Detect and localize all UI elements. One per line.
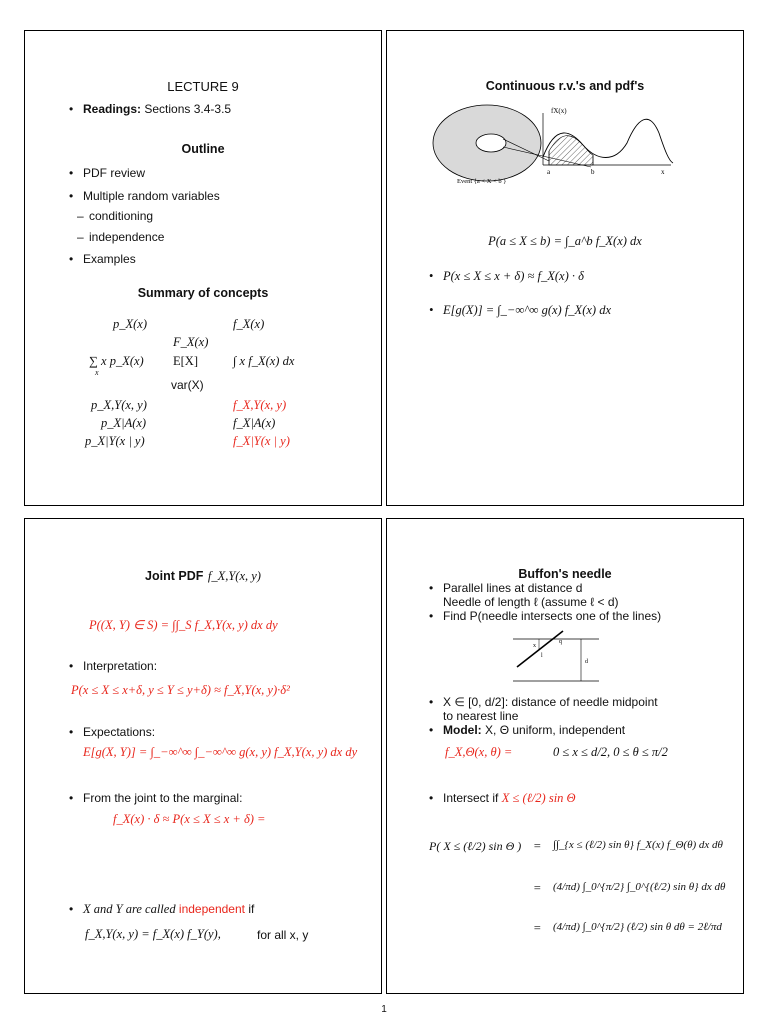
event-ellipse (476, 134, 506, 152)
summary-discrete-mean: ∑ x p_X(x) (89, 354, 144, 368)
distance-label: d (585, 659, 588, 665)
needle-length-line: Needle of length ℓ (assume ℓ < d) (443, 595, 619, 609)
summary-expectation: E[X] (173, 354, 198, 368)
intersect-bullet (443, 791, 576, 806)
joint-pdf-title-math: f_X,Y(x, y) (207, 569, 261, 583)
needle (517, 631, 563, 667)
summary-variance: var(X) (171, 378, 204, 392)
outline-item-independence: – independence (89, 230, 164, 244)
expectations-eq: E[g(X, Y)] = ∫_−∞^∞ ∫_−∞^∞ g(x, y) f_X,Y(x, y) dx dy (83, 745, 358, 759)
slide-continuous-rv (386, 30, 744, 506)
model-density-support: 0 ≤ x ≤ d/2, 0 ≤ θ ≤ π/2 (553, 745, 668, 759)
pdf-figure (431, 103, 681, 187)
slide-lecture-9 (24, 30, 382, 506)
summary-joint-pmf: p_X,Y(x, y) (91, 398, 147, 412)
parallel-lines-bullet: • Parallel lines at distance d (443, 581, 582, 595)
independence-eq: f_X,Y(x, y) = f_X(x) f_Y(y), (85, 927, 221, 941)
x-range-bullet: • X ∈ [0, d/2]: distance of needle midpoint (443, 695, 658, 709)
model-density-lhs: f_X,Θ(x, θ) = (445, 745, 513, 759)
summary-joint-pdf: f_X,Y(x, y) (233, 398, 287, 412)
interval-probability-eq: P(a ≤ X ≤ b) = ∫_a^b f_X(x) dx (488, 234, 642, 248)
length-label: l (541, 653, 543, 659)
intersect-label: Intersect if (443, 791, 499, 805)
readings-label: Readings: (83, 102, 142, 116)
expectation-eq: E[g(X)] = ∫_−∞^∞ g(x) f_X(x) dx (443, 303, 611, 317)
independence-for-all: for all x, y (257, 928, 309, 942)
find-probability-bullet: • Find P(needle intersects one of the lines) (443, 609, 661, 623)
event-label: Event {a < X < b } (457, 178, 507, 185)
delta-approx-eq: P(x ≤ X ≤ x + δ) ≈ f_X(x) · δ (443, 269, 584, 283)
final-step-2: (4/πd) ∫_0^{π/2} ∫_0^{(ℓ/2) sin θ} dx dθ (553, 881, 726, 893)
continuous-title: Continuous r.v.'s and pdf's (485, 79, 645, 93)
outline-item-multiple-rv: • Multiple random variables (83, 189, 220, 203)
expectation-bullet (443, 303, 611, 318)
readings-text: Sections 3.4-3.5 (144, 102, 232, 116)
x-label: x (533, 643, 536, 649)
delta-approx-bullet (443, 269, 584, 284)
final-step-1: ∫∫_{x ≤ (ℓ/2) sin θ} f_X(x) f_Θ(θ) dx dθ (553, 839, 723, 851)
model-bullet (443, 723, 625, 737)
equals-3: = (533, 921, 542, 935)
model-text: X, Θ uniform, independent (485, 723, 626, 737)
interpretation-eq: P(x ≤ X ≤ x+δ, y ≤ Y ≤ y+δ) ≈ f_X,Y(x, y)·δ² (71, 683, 290, 697)
independence-bullet (83, 902, 254, 917)
intersect-condition: X ≤ (ℓ/2) sin Θ (501, 791, 576, 805)
marginal-eq: f_X(x) · δ ≈ P(x ≤ X ≤ x + δ) = (113, 812, 266, 826)
model-label: Model: (443, 723, 482, 737)
final-step-3: (4/πd) ∫_0^{π/2} (ℓ/2) sin θ dθ = 2ℓ/πd (553, 921, 722, 933)
summary-cdf: F_X(x) (173, 335, 209, 349)
outline-item-pdf-review: • PDF review (83, 166, 145, 180)
summary-continuous-mean: ∫ x f_X(x) dx (233, 354, 295, 368)
joint-pdf-title-text: Joint PDF (145, 569, 204, 583)
interpretation-label: • Interpretation: (83, 659, 157, 673)
summary-sum-index: x (95, 368, 99, 377)
theta-label: q (559, 639, 562, 645)
x-label: x (661, 168, 665, 176)
equals-2: = (533, 881, 542, 895)
marginal-label: • From the joint to the marginal: (83, 791, 242, 805)
lecture-title: LECTURE 9 (167, 79, 239, 94)
joint-probability-eq: P((X, Y) ∈ S) = ∫∫_S f_X,Y(x, y) dx dy (89, 618, 278, 632)
needle-figure (511, 625, 601, 689)
independence-pre-text: X and Y are called (83, 902, 176, 916)
equals-1: = (533, 839, 542, 853)
independence-word: independent (178, 902, 245, 916)
outline-item-examples: • Examples (83, 252, 136, 266)
b-label: b (591, 168, 595, 176)
summary-pdf: f_X(x) (233, 317, 265, 331)
summary-pmf: p_X(x) (113, 317, 148, 331)
final-probability-lhs: P( X ≤ (ℓ/2) sin Θ ) (429, 839, 522, 853)
joint-pdf-title (25, 567, 381, 585)
summary-conditional-pmf-y: p_X|Y(x | y) (85, 434, 145, 448)
a-label: a (547, 168, 551, 176)
summary-conditional-pmf-a: p_X|A(x) (101, 416, 147, 430)
slide-buffons-needle (386, 518, 744, 994)
summary-conditional-pdf-y: f_X|Y(x | y) (233, 434, 290, 448)
summary-title: Summary of concepts (137, 286, 269, 300)
outline-item-conditioning: – conditioning (89, 209, 153, 223)
slide-joint-pdf (24, 518, 382, 994)
outline-title: Outline (181, 142, 225, 156)
shaded-area (549, 136, 593, 165)
buffon-title: Buffon's needle (518, 567, 612, 581)
readings-bullet (83, 102, 231, 116)
pdf-axis-label: fX(x) (551, 107, 567, 115)
independence-post-text: if (248, 902, 255, 916)
summary-conditional-pdf-a: f_X|A(x) (233, 416, 276, 430)
page-number: 1 (381, 1004, 387, 1015)
x-range-line2: to nearest line (443, 709, 519, 723)
expectations-label: • Expectations: (83, 725, 155, 739)
